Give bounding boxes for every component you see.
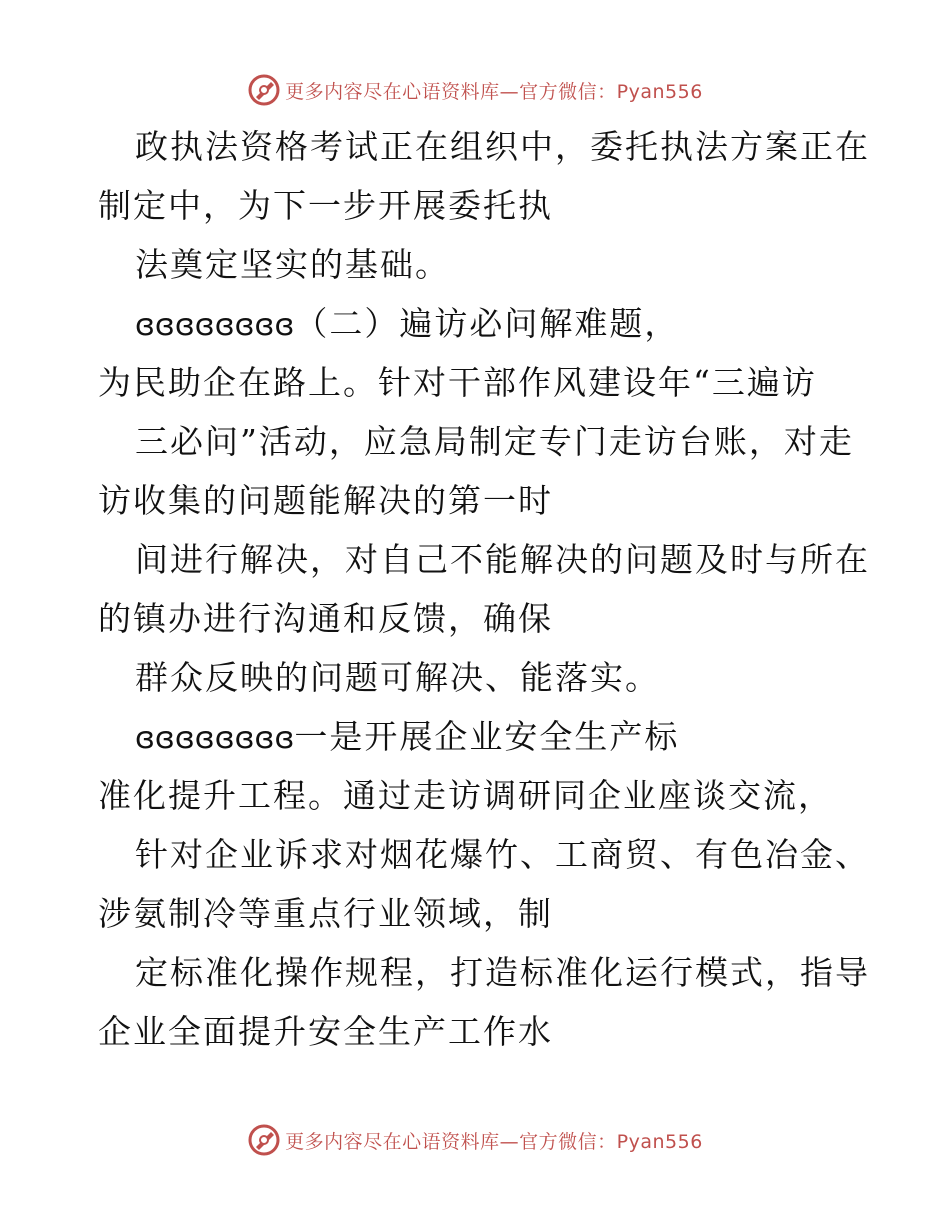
- paragraph-line-text: 一是开展企业安全生产标: [294, 717, 680, 756]
- paragraph-line-text: （二）遍访必问解难题，: [294, 304, 680, 343]
- paragraph-line: 涉氨制冷等重点行业领域，制: [98, 894, 553, 933]
- paragraph-line-with-ornament: [135, 304, 679, 346]
- paragraph-line: 三必问”活动，应急局制定专门走访台账，对走: [135, 422, 854, 461]
- paragraph-line-with-ornament: [135, 717, 679, 759]
- footer-banner-text: 更多内容尽在心语资料库—官方微信：Pyan556: [285, 1130, 703, 1153]
- paragraph-line: 间进行解决，对自己不能解决的问题及时与所在: [135, 540, 870, 579]
- header-banner-text: 更多内容尽在心语资料库—官方微信：Pyan556: [285, 80, 703, 103]
- paragraph-line: 针对企业诉求对烟花爆竹、工商贸、有色冶金、: [135, 835, 870, 874]
- brand-logo-icon: [247, 1123, 281, 1157]
- paragraph-line: 准化提升工程。通过走访调研同企业座谈交流，: [98, 776, 833, 815]
- paragraph-line: 企业全面提升安全生产工作水: [98, 1012, 553, 1051]
- paragraph-line: 为民助企在路上。针对干部作风建设年“三遍访: [98, 363, 817, 402]
- paragraph-line: 法奠定坚实的基础。: [135, 245, 450, 284]
- ornament-glyphs: ɞɞɞɞɞɞɞɞ: [135, 721, 295, 756]
- paragraph-line: 定标准化操作规程，打造标准化运行模式，指导: [135, 953, 870, 992]
- footer-banner: [0, 1120, 950, 1160]
- paragraph-line: 的镇办进行沟通和反馈，确保: [98, 599, 553, 638]
- ornament-glyphs: ɞɞɞɞɞɞɞɞ: [135, 308, 295, 343]
- paragraph-line: 政执法资格考试正在组织中，委托执法方案正在: [135, 127, 870, 166]
- paragraph-line: 群众反映的问题可解决、能落实。: [135, 658, 660, 697]
- paragraph-line: 访收集的问题能解决的第一时: [98, 481, 553, 520]
- paragraph-line: 制定中，为下一步开展委托执: [98, 186, 553, 225]
